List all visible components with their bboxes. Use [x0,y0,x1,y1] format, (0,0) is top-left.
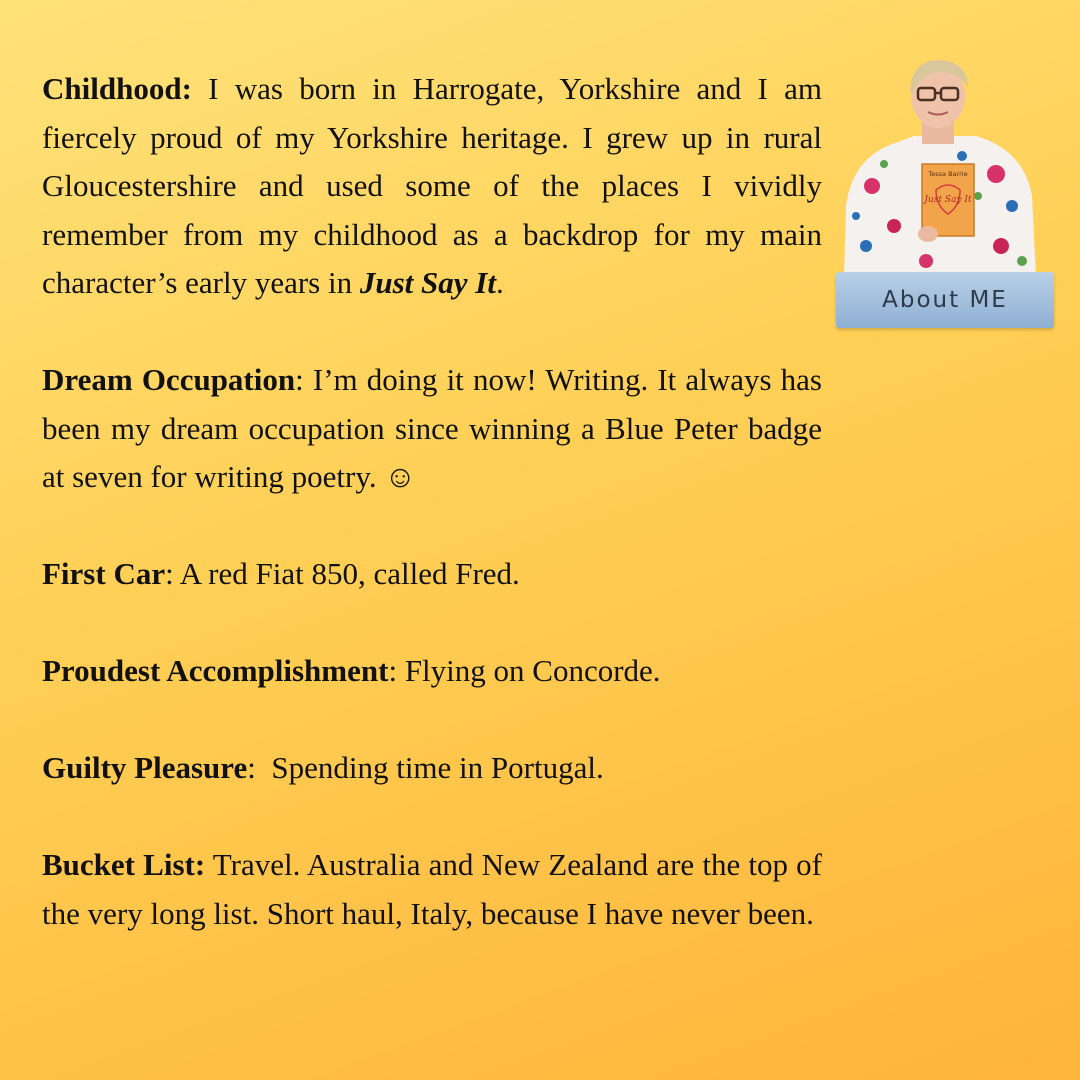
dream-occupation-text: : I’m doing it now! Writing. It always has been my dream occupation since winning a Blue Peter badge at seven for writing poetry. ☺ [42,362,822,494]
guilty-pleasure-section [42,744,822,793]
author-photo [836,56,1054,276]
proudest-accomplishment-text: : Flying on Concorde. [388,653,661,688]
childhood-text: I was born in Harrogate, Yorkshire and I am fiercely proud of my Yorkshire heritage. I grew up in rural Gloucestershire and used some of the places I vividly remember from my childhood as a backdrop for my main character’s early years in [42,71,822,300]
first-car-text: : A red Fiat 850, called Fred. [165,556,520,591]
childhood-end: . [495,265,504,300]
guilty-pleasure-text: : Spending time in Portugal. [247,750,604,785]
book-title: Just Say It [359,265,496,300]
dream-occupation-section [42,356,822,502]
book-cover-title: Just Say It [924,195,972,205]
childhood-heading: Childhood: [42,71,192,106]
book-author: Tessa Barrie [928,170,968,178]
about-me-label: About ME [836,272,1054,328]
author-photo-card [836,56,1054,328]
about-me-text [42,65,822,987]
dream-occupation-heading: Dream Occupation [42,362,296,397]
bucket-list-text: Travel. Australia and New Zealand are the top of the very long list. Short haul, Italy, because I have never been. [42,847,822,931]
proudest-accomplishment-section [42,647,822,696]
first-car-heading: First Car [42,556,166,591]
book-cover [922,164,974,236]
bucket-list-section [42,841,822,938]
proudest-accomplishment-heading: Proudest Accomplishment [42,653,389,688]
childhood-section [42,65,822,308]
first-car-section [42,550,822,599]
bucket-list-heading: Bucket List: [42,847,206,882]
guilty-pleasure-heading: Guilty Pleasure [42,750,248,785]
